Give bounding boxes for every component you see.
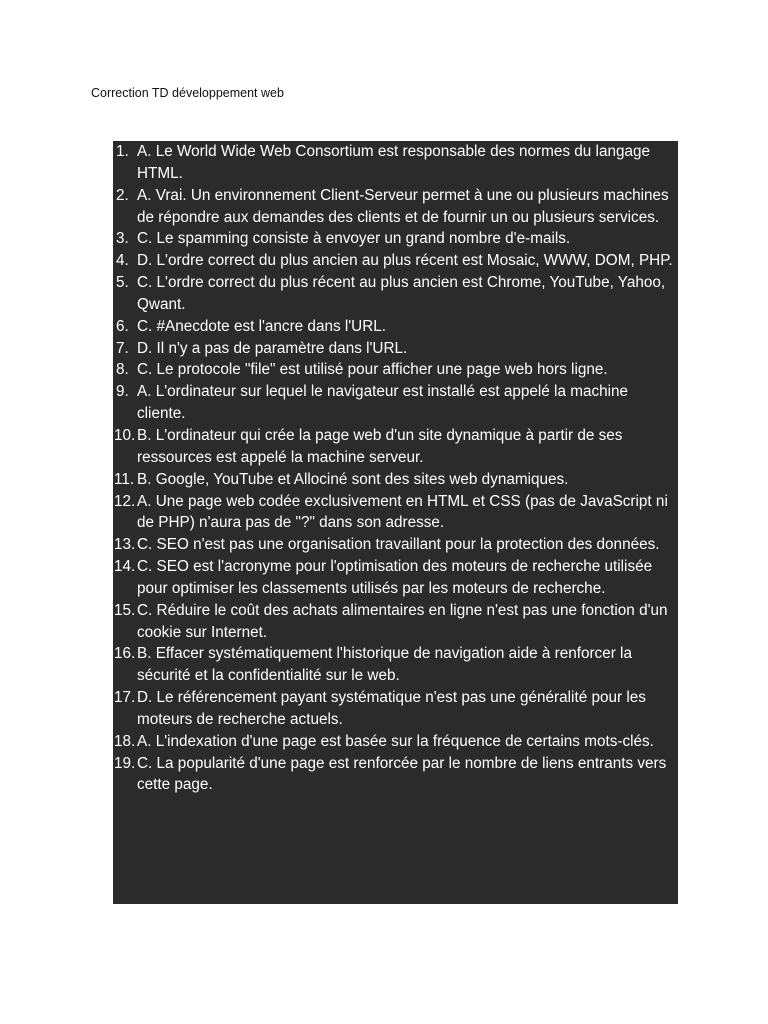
answer-item (113, 425, 678, 469)
answer-number: 12. (114, 492, 136, 510)
answer-text: C. SEO n'est pas une organisation travaillant pour la protection des données. (137, 536, 660, 554)
answer-text: A. Le World Wide Web Consortium est responsable des normes du langage HTML. (137, 143, 650, 182)
answer-item (113, 731, 678, 753)
answer-number: 2. (116, 186, 129, 204)
answer-text: B. Effacer systématiquement l'historique de navigation aide à renforcer la sécurité et la confidentialité sur le web. (137, 645, 632, 685)
answer-item (113, 316, 678, 338)
answer-number: 13. (114, 536, 136, 554)
answer-item (113, 556, 678, 600)
answer-text: C. La popularité d'une page est renforcée par le nombre de liens entrants vers cette page. (137, 754, 667, 794)
answer-number: 14. (114, 558, 136, 576)
answer-text: C. Réduire le coût des achats alimentaires en ligne n'est pas une fonction d'un cookie sur Internet. (137, 601, 668, 641)
answer-number: 15. (114, 601, 136, 619)
answer-text: B. L'ordinateur qui crée la page web d'un site dynamique à partir de ses ressources est appelé la machine serveur. (137, 426, 623, 466)
answer-item (113, 228, 678, 250)
answer-number: 10. (114, 426, 136, 444)
answer-text: C. Le protocole "file" est utilisé pour afficher une page web hors ligne. (137, 361, 608, 379)
answer-text: C. #Anecdote est l'ancre dans l'URL. (137, 317, 387, 335)
answer-text: A. Vrai. Un environnement Client-Serveur permet à une ou plusieurs machines de répondre aux demandes des clients et de fournir un ou plusieurs services. (137, 186, 669, 226)
answer-list (113, 141, 678, 796)
answer-number: 4. (116, 252, 129, 270)
answer-item (113, 753, 678, 797)
answer-text: D. L'ordre correct du plus ancien au plus récent est Mosaic, WWW, DOM, PHP. (137, 252, 673, 270)
answer-item (113, 469, 678, 491)
answer-text: C. L'ordre correct du plus récent au plus ancien est Chrome, YouTube, Yahoo, Qwant. (137, 274, 666, 313)
answer-item (113, 338, 678, 360)
answer-number: 19. (114, 754, 136, 772)
answer-text: A. L'indexation d'une page est basée sur la fréquence de certains mots-clés. (137, 732, 654, 750)
answer-item (113, 643, 678, 687)
answer-box (113, 141, 678, 904)
answer-item (113, 534, 678, 556)
answer-text: A. Une page web codée exclusivement en HTML et CSS (pas de JavaScript ni de PHP) n'aura pas de "?" dans son adresse. (137, 492, 668, 532)
answer-number: 5. (116, 274, 129, 292)
answer-item (113, 185, 678, 229)
answer-number: 6. (116, 317, 129, 335)
answer-number: 9. (116, 383, 129, 401)
answer-item (113, 359, 678, 381)
answer-text: C. Le spamming consiste à envoyer un grand nombre d'e-mails. (137, 230, 571, 248)
answer-number: 1. (116, 143, 129, 160)
answer-item (113, 272, 678, 316)
answer-number: 17. (114, 689, 136, 707)
answer-text: B. Google, YouTube et Allociné sont des sites web dynamiques. (137, 470, 569, 488)
answer-item (113, 491, 678, 535)
answer-number: 16. (114, 645, 136, 663)
answer-text: D. Le référencement payant systématique n'est pas une généralité pour les moteurs de recherche actuels. (137, 689, 646, 728)
answer-number: 8. (116, 361, 129, 379)
answer-item (113, 600, 678, 644)
answer-item (113, 687, 678, 731)
answer-text: D. Il n'y a pas de paramètre dans l'URL. (137, 339, 408, 357)
answer-text: C. SEO est l'acronyme pour l'optimisation des moteurs de recherche utilisée pour optimiser les classements utilisés par les moteurs de recherche. (137, 558, 653, 597)
answer-item (113, 381, 678, 425)
document-title: Correction TD développement web (91, 86, 284, 100)
answer-text: A. L'ordinateur sur lequel le navigateur est installé est appelé la machine cliente. (137, 383, 629, 423)
answer-item (113, 141, 678, 185)
answer-number: 11. (114, 470, 135, 488)
answer-number: 7. (116, 339, 129, 357)
answer-number: 3. (116, 230, 129, 248)
answer-number: 18. (114, 732, 136, 750)
answer-item (113, 250, 678, 272)
